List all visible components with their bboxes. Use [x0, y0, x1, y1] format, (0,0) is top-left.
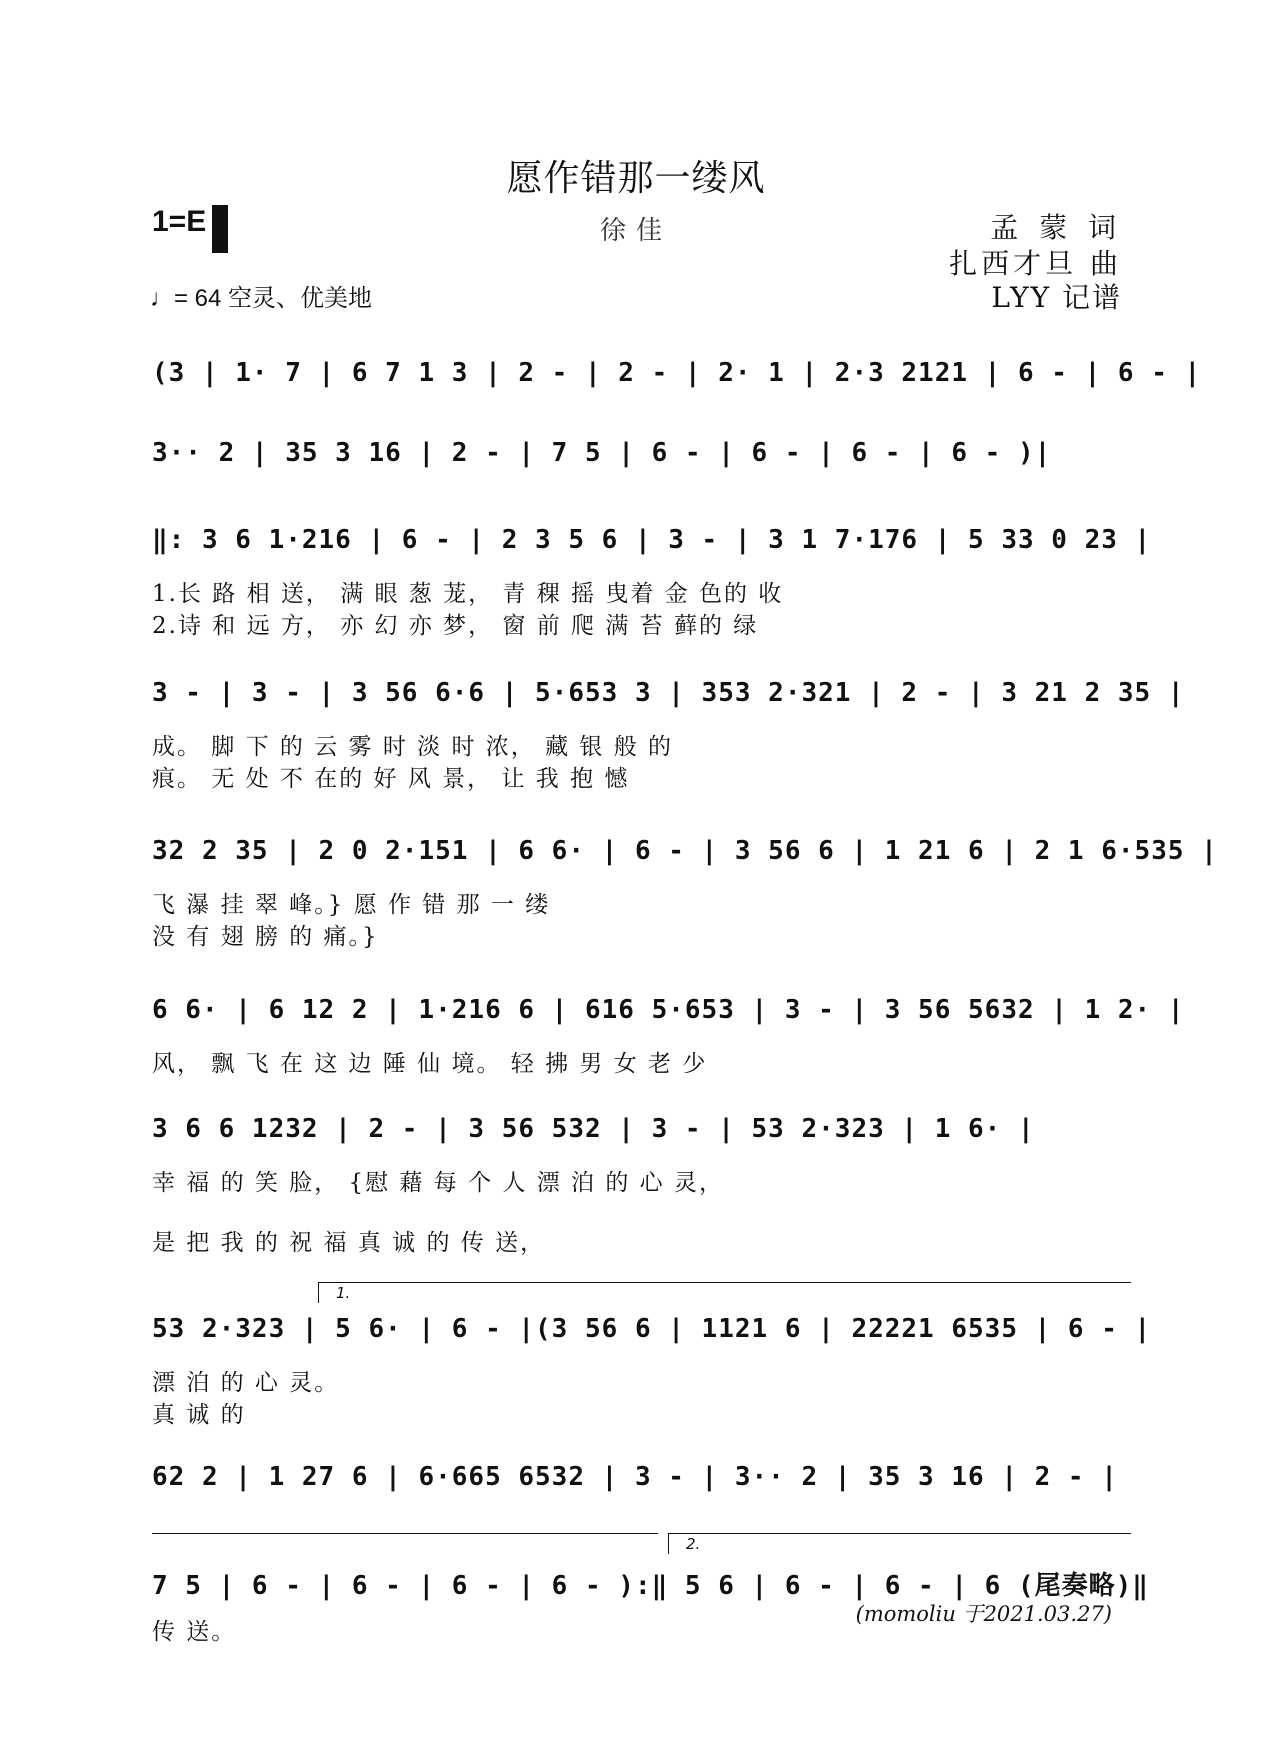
- volta-2-label: 2.: [686, 1535, 701, 1553]
- lyrics-line-5-verse-1: 飞 瀑 挂 翠 峰。} 愿 作 错 那 一 缕: [152, 892, 551, 918]
- notes-line-1: (3 | 1· 7 | 6 7 1 3 | 2 - | 2 - | 2· 1 | 2·3 2121 | 6 - | 6 - |: [152, 358, 1202, 388]
- key-text: 1=E: [152, 205, 207, 238]
- lyrics-line-6-verse-1: 风， 飘 飞 在 这 边 陲 仙 境。 轻 拂 男 女 老 少: [152, 1051, 708, 1077]
- notes-line-9: 62 2 | 1 27 6 | 6·665 6532 | 3 - | 3·· 2 | 35 3 16 | 2 - |: [152, 1462, 1118, 1492]
- lyrics-line-3-verse-2: 2.诗 和 远 方， 亦 幻 亦 梦， 窗 前 爬 满 苔 藓的 绿: [152, 613, 759, 639]
- transcriber-signature: (momoliu 于2021.03.27): [855, 1602, 1112, 1626]
- volta-bracket-2: [668, 1533, 1131, 1554]
- lyrics-line-7-verse-2: 是 把 我 的 祝 福 真 诚 的 传 送，: [152, 1230, 546, 1256]
- repeat-top-line: [152, 1533, 658, 1554]
- lyrics-line-8-verse-2: 真 诚 的: [152, 1402, 246, 1428]
- lyrics-line-10-verse-1: 传 送。: [152, 1619, 237, 1645]
- notes-line-8: 53 2·323 | 5 6· | 6 - |(3 56 6 | 1121 6 | 22221 6535 | 6 - |: [152, 1314, 1152, 1344]
- lyrics-line-4-verse-2: 痕。 无 处 不 在的 好 风 景， 让 我 抱 憾: [152, 766, 630, 792]
- notes-line-10: 7 5 | 6 - | 6 - | 6 - | 6 - ):‖ 5 6 | 6 - | 6 - | 6 (尾奏略)‖: [152, 1571, 1149, 1601]
- notes-line-6: 6 6· | 6 12 2 | 1·216 6 | 616 5·653 | 3 - | 3 56 5632 | 1 2· |: [152, 995, 1185, 1025]
- tempo-marking: ♩= 64 空灵、优美地: [150, 285, 373, 312]
- lyrics-line-3-verse-1: 1.长 路 相 送， 满 眼 葱 茏， 青 稞 摇 曳着 金 色的 收: [152, 581, 784, 607]
- lyrics-line-7-verse-1: 幸 福 的 笑 脸， {慰 藉 每 个 人 漂 泊 的 心 灵，: [152, 1170, 724, 1196]
- lyrics-line-4-verse-1: 成。 脚 下 的 云 雾 时 淡 时 浓， 藏 银 般 的: [152, 734, 674, 760]
- notes-line-5: 32 2 35 | 2 0 2·151 | 6 6· | 6 - | 3 56 6 | 1 21 6 | 2 1 6·535 |: [152, 836, 1218, 866]
- lyrics-line-8-verse-1: 漂 泊 的 心 灵。: [152, 1370, 340, 1396]
- notes-line-4: 3 - | 3 - | 3 56 6·6 | 5·653 3 | 353 2·321 | 2 - | 3 21 2 35 |: [152, 678, 1185, 708]
- notes-line-2: 3·· 2 | 35 3 16 | 2 - | 7 5 | 6 - | 6 - | 6 - | 6 - )|: [152, 438, 1052, 468]
- lyricist-credit: 孟 蒙 词: [990, 211, 1122, 244]
- notes-line-3: ‖: 3 6 1·216 | 6 - | 2 3 5 6 | 3 - | 3 1 7·176 | 5 33 0 23 |: [152, 525, 1152, 555]
- song-title: 愿作错那一缕风: [506, 158, 766, 199]
- singer-name: 徐佳: [600, 216, 673, 246]
- volta-bracket-1: [318, 1282, 1131, 1303]
- time-signature: [212, 205, 223, 241]
- transcriber-credit: LYY 记谱: [991, 281, 1122, 314]
- key-signature: [152, 205, 223, 241]
- composer-credit: 扎西才旦 曲: [949, 247, 1122, 280]
- notes-line-7: 3 6 6 1232 | 2 - | 3 56 532 | 3 - | 53 2·323 | 1 6· |: [152, 1114, 1035, 1144]
- lyrics-line-5-verse-2: 没 有 翅 膀 的 痛。}: [152, 924, 379, 950]
- volta-1-label: 1.: [336, 1284, 351, 1302]
